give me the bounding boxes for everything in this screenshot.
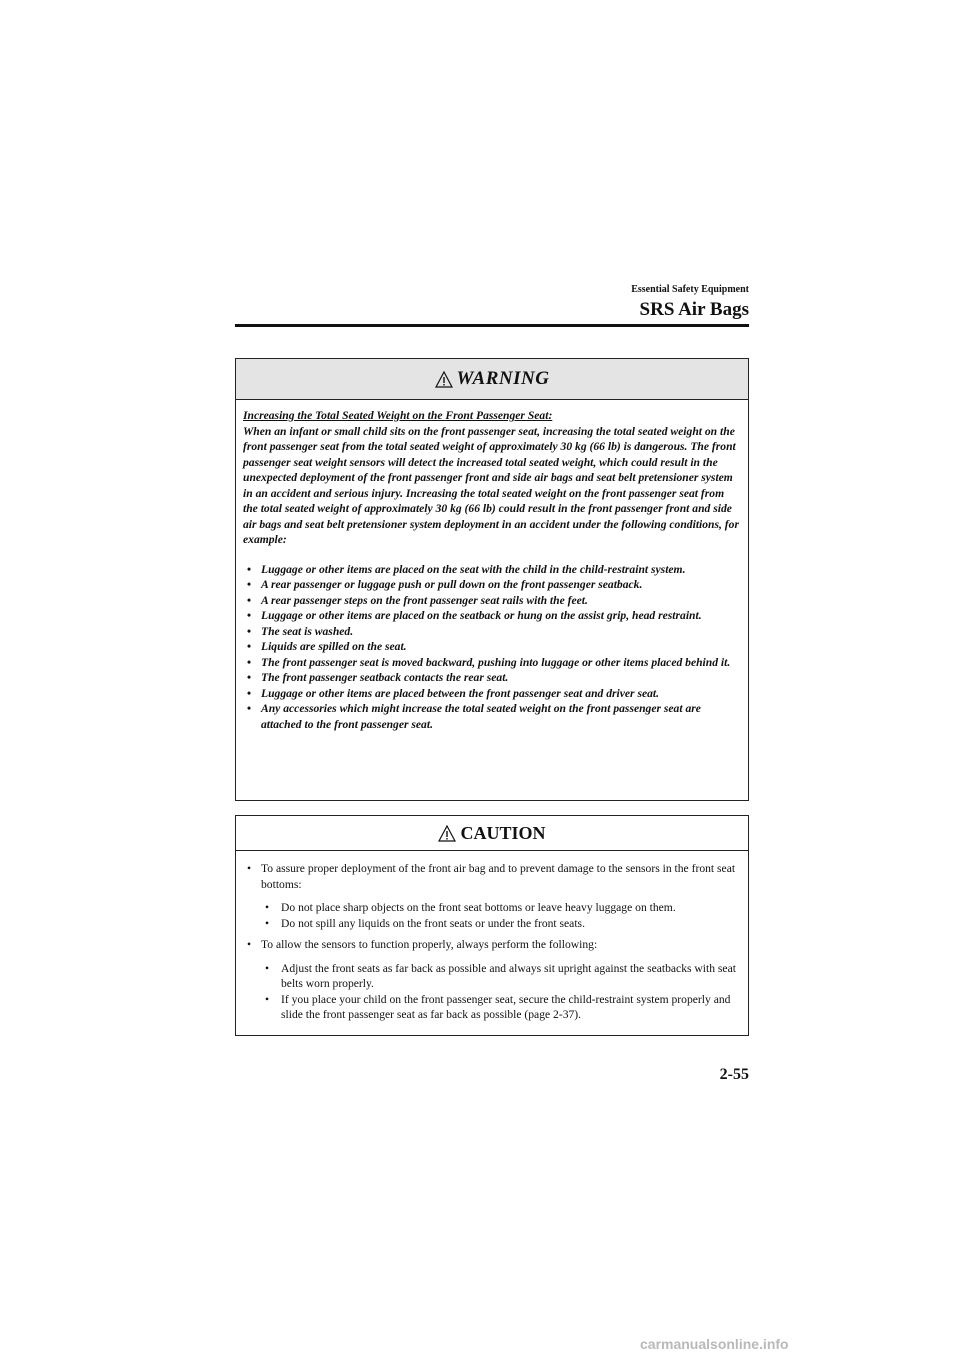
- bullet-dot-icon: •: [247, 671, 252, 684]
- list-item: • A rear passenger steps on the front passenger seat rails with the feet.: [247, 593, 588, 607]
- list-item: • To allow the sensors to function properly, always perform the following: • Adjust the front seats as far back as possible and always sit upright against the seatbacks with seat belts worn properly. • If you place your child on the front passenger seat, secure the child-restraint system properly and slide the front passenger seat as far back as possible (page 2-37).: [243, 937, 741, 1023]
- list-item: • Luggage or other items are placed on the seatback or hung on the assist grip, head restraint.: [247, 609, 702, 622]
- watermark: carmanualsonline.info: [640, 1336, 789, 1352]
- list-item: • Liquids are spilled on the seat.: [247, 640, 407, 653]
- small-bullet-icon: •: [265, 992, 270, 1006]
- caution-list: [243, 861, 741, 1023]
- page-header: [235, 284, 749, 322]
- caution-box: [235, 815, 749, 1036]
- page-title: SRS Air Bags: [639, 299, 749, 320]
- list-item: • Do not spill any liquids on the front seats or under the front seats.: [265, 916, 585, 930]
- warning-header: [236, 359, 748, 400]
- small-bullet-icon: •: [265, 961, 270, 975]
- list-item: • The front passenger seatback contacts the rear seat.: [247, 671, 509, 684]
- bullet-dot-icon: •: [247, 640, 252, 653]
- warning-heading: WARNING: [456, 368, 550, 389]
- bullet-dot-icon: •: [247, 655, 252, 669]
- bullet-dot-icon: •: [247, 562, 252, 576]
- warning-title: Increasing the Total Seated Weight on the Front Passenger Seat:: [243, 409, 553, 422]
- list-item: • Adjust the front seats as far back as possible and always sit upright against the seatbacks with seat belts worn properly.: [265, 961, 736, 990]
- caution-sublist: [261, 900, 741, 931]
- section-name: Essential Safety Equipment: [631, 284, 749, 295]
- list-item: • Any accessories which might increase the total seated weight on the front passenger seat are attached to the front passenger seat.: [247, 702, 701, 731]
- bullet-dot-icon: •: [247, 609, 252, 622]
- bullet-dot-icon: •: [247, 578, 252, 591]
- list-item: • To assure proper deployment of the front air bag and to prevent damage to the sensors in the front seat bottoms: • Do not place sharp objects on the front seat bottoms or leave heavy luggage on them. • Do not spill any liquids on the front seats or under the front seats.: [243, 861, 741, 931]
- bullet-dot-icon: •: [247, 938, 252, 951]
- page-number: 2-55: [719, 1066, 749, 1083]
- list-item: • A rear passenger or luggage push or pull down on the front passenger seatback.: [247, 578, 643, 591]
- list-item: • The seat is washed.: [247, 624, 354, 638]
- bullet-dot-icon: •: [247, 624, 252, 638]
- caution-header: [236, 816, 748, 851]
- caution-triangle-icon: [438, 825, 456, 842]
- warning-text: When an infant or small child sits on the front passenger seat, increasing the total seated weight on the front passenger seat from the total seated weight of approximately 30 kg (66 lb) is dangerous. The front passenger seat weight sensors will detect the increased total seated weight, which could result in the unexpected deployment of the front passenger front and side air bags and seat belt pretensioner system in an accident and serious injury. Increasing the total seated weight on the front passenger seat from the total seated weight of approximately 30 kg (66 lb) could result in the front passenger front and side air bags and seat belt pretensioner system deployment in an accident under the following conditions, for example:: [243, 424, 739, 546]
- list-item: • Luggage or other items are placed on the seat with the child in the child-restraint system.: [247, 562, 686, 576]
- bullet-dot-icon: •: [247, 702, 252, 715]
- warning-triangle-icon: [435, 371, 453, 388]
- list-item: • Luggage or other items are placed between the front passenger seat and driver seat.: [247, 686, 660, 700]
- bullet-dot-icon: •: [247, 686, 252, 700]
- caution-sublist: [261, 961, 741, 1023]
- small-bullet-icon: •: [265, 916, 270, 930]
- bullet-dot-icon: •: [247, 593, 252, 607]
- warning-box: [235, 358, 749, 801]
- bullet-dot-icon: •: [247, 862, 252, 875]
- list-item: • If you place your child on the front passenger seat, secure the child-restraint system properly and slide the front passenger seat as far back as possible (page 2-37).: [265, 992, 731, 1021]
- warning-body: [236, 400, 748, 732]
- list-item: • Do not place sharp objects on the front seat bottoms or leave heavy luggage on them.: [265, 901, 676, 914]
- small-bullet-icon: •: [265, 901, 270, 914]
- warning-list: [243, 562, 741, 733]
- header-divider: [235, 324, 749, 327]
- caution-body: [236, 851, 748, 1023]
- list-item: • The front passenger seat is moved backward, pushing into luggage or other items placed behind it.: [247, 655, 731, 669]
- caution-heading: CAUTION: [460, 822, 546, 843]
